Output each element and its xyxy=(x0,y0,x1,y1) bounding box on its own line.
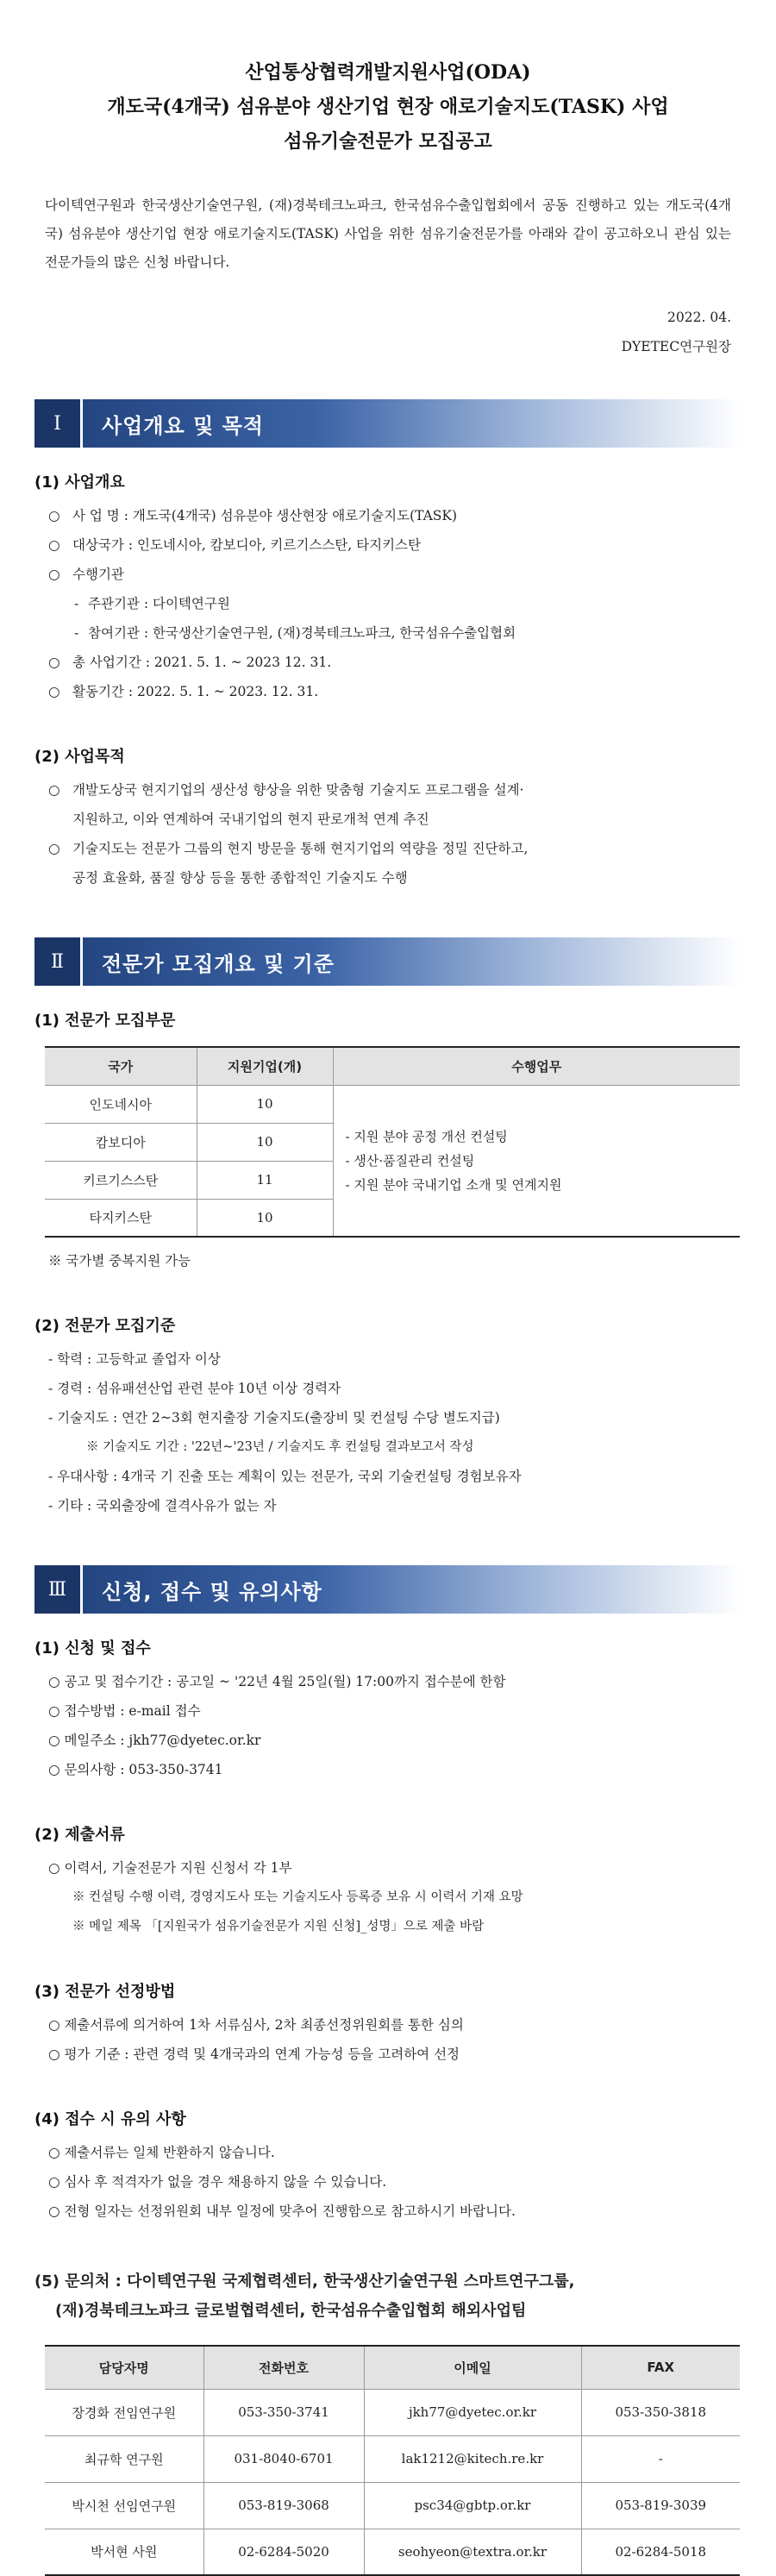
contact-phone: 031-8040-6701 xyxy=(203,2435,364,2482)
table-header: 담당자명 xyxy=(45,2346,203,2389)
list-item: ○ 접수방법 : e-mail 접수 xyxy=(48,1703,201,1719)
contact-phone: 053-819-3068 xyxy=(203,2482,364,2529)
duties-cell: - 지원 분야 공정 개선 컨설팅 - 생산·품질관리 컨설팅 - 지원 분야 국내기업 소개 및 연계지원 xyxy=(333,1085,740,1237)
contact-fax: 053-350-3818 xyxy=(581,2389,740,2435)
list-item: - 참여기관 : 한국생산기술연구원, (재)경북테크노파크, 한국섬유수출입협회 xyxy=(74,625,516,641)
contact-fax: - xyxy=(581,2435,740,2482)
section-number: Ⅲ xyxy=(34,1565,83,1614)
table-row xyxy=(45,2482,740,2529)
table-header: 지원기업(개) xyxy=(197,1047,333,1085)
table-row xyxy=(45,1085,740,1123)
list-item: ○ 공고 및 접수기간 : 공고일 ~ '22년 4월 25일(월) 17:00까지 접수분에 한함 xyxy=(48,1674,506,1689)
title-line-1: 산업통상협력개발지원사업(ODA) xyxy=(245,61,531,84)
section-banner-1 xyxy=(34,399,742,448)
subheading-apply: (1) 신청 및 접수 xyxy=(34,1639,151,1658)
contact-table xyxy=(45,2345,740,2576)
table-header: 수행업무 xyxy=(333,1047,740,1085)
count-cell: 10 xyxy=(197,1085,333,1123)
table-row xyxy=(45,2435,740,2482)
list-item: ○ 전형 일자는 선정위원회 내부 일정에 맞추어 진행함으로 참고하시기 바랍니다. xyxy=(48,2203,516,2219)
subheading-selection: (3) 전문가 선정방법 xyxy=(34,1983,176,2001)
list-item: - 기술지도 : 연간 2~3회 현지출장 기술지도(출장비 및 컨설팅 수당 별도지급) xyxy=(48,1410,500,1426)
list-item: - 우대사항 : 4개국 기 진출 또는 계획이 있는 전문가, 국외 기술컨설팅 경험보유자 xyxy=(48,1469,522,1484)
list-note: ※ 기술지도 기간 : '22년~'23년 / 기술지도 후 컨설팅 결과보고서 작성 xyxy=(86,1440,474,1454)
country-cell: 캄보디아 xyxy=(45,1123,197,1161)
list-note: ※ 컨설팅 수행 이력, 경영지도사 또는 기술지도사 등록증 보유 시 이력서 기재 요망 xyxy=(72,1890,523,1904)
selection-list xyxy=(34,2010,742,2069)
contact-name: 최규학 연구원 xyxy=(45,2435,203,2482)
list-item: ○ 사 업 명 : 개도국(4개국) 섬유분야 생산현장 애로기술지도(TASK) xyxy=(48,508,458,523)
intro-paragraph: 다이텍연구원과 한국생산기술연구원, (재)경북테크노파크, 한국섬유수출입협회에서 공동 진행하고 있는 개도국(4개국) 섬유분야 생산기업 현장 애로기술지도(TASK) 사업을 위한 섬유기술전문가를 아래와 같이 공고하오니 관심 있는 전문가들의 많은 신청 바랍니다. xyxy=(45,197,731,270)
contact-fax: 053-819-3039 xyxy=(581,2482,740,2529)
section-title: 신청, 접수 및 유의사항 xyxy=(102,1579,322,1604)
table-row xyxy=(45,2389,740,2435)
count-cell: 10 xyxy=(197,1123,333,1161)
table-header: FAX xyxy=(581,2346,740,2389)
section-title: 전문가 모집개요 및 기준 xyxy=(102,951,335,976)
cautions-list xyxy=(34,2138,742,2226)
date-block xyxy=(34,303,742,361)
title-line-2: 개도국(4개국) 섬유분야 생산기업 현장 애로기술지도(TASK) 사업 xyxy=(107,96,669,118)
list-item: ○ 활동기간 : 2022. 5. 1. ~ 2023. 12. 31. xyxy=(48,684,319,699)
subheading-cautions: (4) 접수 시 유의 사항 xyxy=(34,2110,186,2128)
contact-email: lak1212@kitech.re.kr xyxy=(364,2435,581,2482)
list-item: - 학력 : 고등학교 졸업자 이상 xyxy=(48,1351,221,1367)
list-item: ○ 대상국가 : 인도네시아, 캄보디아, 키르기스스탄, 타지키스탄 xyxy=(48,537,421,553)
list-item-continuation: 지원하고, 이와 연계하여 국내기업의 현지 판로개척 연계 추진 xyxy=(72,812,429,827)
list-item: ○ 개발도상국 현지기업의 생산성 향상을 위한 맞춤형 기술지도 프로그램을 설계· xyxy=(48,782,524,798)
recruit-fields-table xyxy=(45,1046,740,1238)
table-header: 전화번호 xyxy=(203,2346,364,2389)
recruit-criteria-list xyxy=(34,1344,742,1520)
list-item-continuation: 공정 효율화, 품질 향상 등을 통한 종합적인 기술지도 수행 xyxy=(72,870,408,886)
title-line-3: 섬유기술전문가 모집공고 xyxy=(284,130,492,153)
country-cell: 인도네시아 xyxy=(45,1085,197,1123)
contact-fax: 02-6284-5018 xyxy=(581,2529,740,2575)
country-cell: 타지키스탄 xyxy=(45,1199,197,1237)
count-cell: 10 xyxy=(197,1199,333,1237)
list-item: ○ 심사 후 적격자가 없을 경우 채용하지 않을 수 있습니다. xyxy=(48,2174,387,2190)
list-item: ○ 제출서류에 의거하여 1차 서류심사, 2차 최종선정위원회를 통한 심의 xyxy=(48,2017,464,2033)
contact-email: jkh77@dyetec.or.kr xyxy=(364,2389,581,2435)
section-number: Ⅰ xyxy=(34,399,83,448)
subheading-business-purpose: (2) 사업목적 xyxy=(34,748,125,766)
section-title: 사업개요 및 목적 xyxy=(102,413,264,438)
table-header: 국가 xyxy=(45,1047,197,1085)
contact-name: 박서현 사원 xyxy=(45,2529,203,2575)
contact-email: psc34@gbtp.or.kr xyxy=(364,2482,581,2529)
list-item: ○ 평가 기준 : 관련 경력 및 4개국과의 연계 가능성 등을 고려하여 선정 xyxy=(48,2046,460,2062)
table-note: ※ 국가별 중복지원 가능 xyxy=(48,1253,191,1269)
contact-email: seohyeon@textra.or.kr xyxy=(364,2529,581,2575)
list-item: ○ 이력서, 기술전문가 지원 신청서 각 1부 xyxy=(48,1860,292,1876)
table-header: 이메일 xyxy=(364,2346,581,2389)
business-purpose-list xyxy=(34,775,742,893)
list-item: ○ 총 사업기간 : 2021. 5. 1. ~ 2023 12. 31. xyxy=(48,655,332,670)
list-item: ○ 수행기관 xyxy=(48,567,124,582)
documents-list xyxy=(34,1853,742,1941)
list-item: - 경력 : 섬유패션산업 관련 분야 10년 이상 경력자 xyxy=(48,1381,341,1396)
section-banner-3 xyxy=(34,1565,742,1614)
count-cell: 11 xyxy=(197,1161,333,1199)
announcement-date: 2022. 04. xyxy=(667,310,731,325)
list-note: ※ 메일 제목 「[지원국가 섬유기술전문가 지원 신청]_성명」으로 제출 바람 xyxy=(72,1920,485,1934)
issuer-name: DYETEC연구원장 xyxy=(621,339,731,354)
list-item: ○ 문의사항 : 053-350-3741 xyxy=(48,1762,223,1777)
business-overview-list xyxy=(34,501,742,706)
subheading-contact: (5) 문의처 : 다이텍연구원 국제협력센터, 한국생산기술연구원 스마트연구그룹, (재)경북테크노파크 글로벌협력센터, 한국섬유수출입협회 해외사업팀 xyxy=(34,2272,575,2320)
list-item: ○ 제출서류는 일체 반환하지 않습니다. xyxy=(48,2145,275,2160)
title-block xyxy=(34,0,742,159)
list-item: - 기타 : 국외출장에 결격사유가 없는 자 xyxy=(48,1498,277,1514)
subheading-documents: (2) 제출서류 xyxy=(34,1826,125,1844)
list-item: ○ 기술지도는 전문가 그룹의 현지 방문을 통해 현지기업의 역량을 정밀 진단하고, xyxy=(48,841,529,856)
country-cell: 키르기스스탄 xyxy=(45,1161,197,1199)
list-item: ○ 메일주소 : jkh77@dyetec.or.kr xyxy=(48,1733,261,1748)
subheading-business-overview: (1) 사업개요 xyxy=(34,473,125,492)
list-item: - 주관기관 : 다이텍연구원 xyxy=(74,596,230,611)
section-banner-2 xyxy=(34,937,742,986)
section-number: Ⅱ xyxy=(34,937,83,986)
table-row xyxy=(45,2529,740,2575)
apply-list xyxy=(34,1667,742,1784)
contact-name: 장경화 전임연구원 xyxy=(45,2389,203,2435)
subheading-recruit-fields: (1) 전문가 모집부문 xyxy=(34,1012,176,1030)
contact-phone: 053-350-3741 xyxy=(203,2389,364,2435)
contact-phone: 02-6284-5020 xyxy=(203,2529,364,2575)
subheading-recruit-criteria: (2) 전문가 모집기준 xyxy=(34,1317,176,1335)
contact-name: 박시천 선임연구원 xyxy=(45,2482,203,2529)
